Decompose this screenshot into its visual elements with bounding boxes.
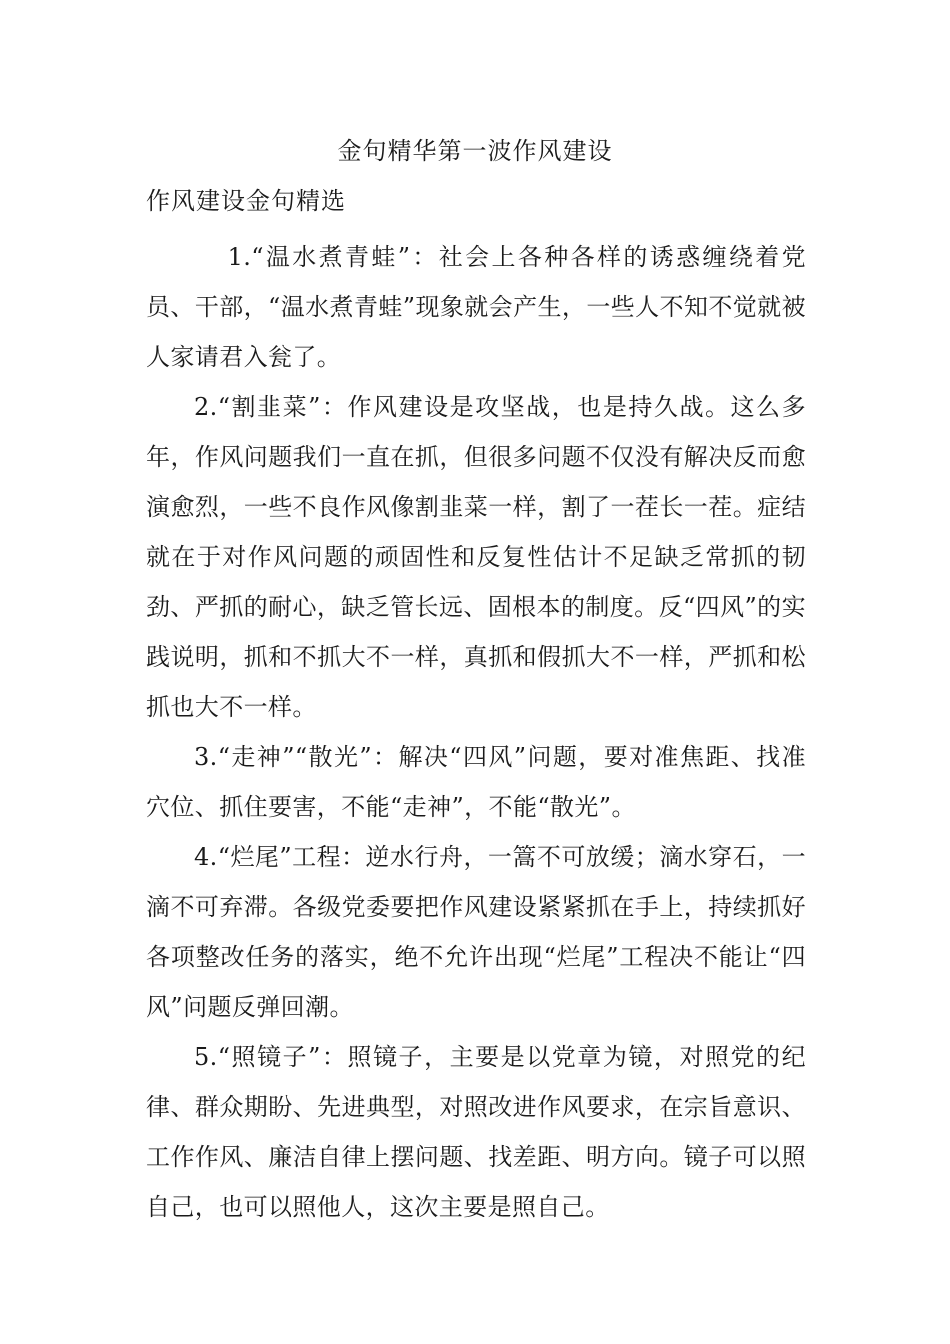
document-subtitle: 作风建设金句精选 — [146, 187, 346, 215]
paragraph-3: 3.“走神”“散光”：解决“四风”问题，要对准焦距、找准穴位、抓住要害，不能“走神”，不能“散光”。 — [146, 743, 806, 821]
document-title: 金句精华第一波作风建设 — [337, 137, 613, 165]
paragraph-4: 4.“烂尾”工程：逆水行舟，一篙不可放缓；滴水穿石，一滴不可弃滞。各级党委要把作风建设紧紧抓在手上，持续抓好各项整改任务的落实，绝不允许出现“烂尾”工程决不能让“四风”问题反弹回潮。 — [146, 843, 806, 1021]
paragraph-5: 5.“照镜子”：照镜子，主要是以党章为镜，对照党的纪律、群众期盼、先进典型，对照改进作风要求，在宗旨意识、工作作风、廉洁自律上摆问题、找差距、明方向。镜子可以照自己，也可以照他人，这次主要是照自己。 — [146, 1043, 806, 1221]
paragraph-1: 1.“温水煮青蛙”：社会上各种各样的诱惑缠绕着党员、干部，“温水煮青蛙”现象就会产生，一些人不知不觉就被人家请君入瓮了。 — [146, 243, 806, 371]
document-body — [146, 232, 806, 1232]
paragraph-2: 2.“割韭菜”：作风建设是攻坚战，也是持久战。这么多年，作风问题我们一直在抓，但很多问题不仅没有解决反而愈演愈烈，一些不良作风像割韭菜一样，割了一茬长一茬。症结就在于对作风问题的顽固性和反复性估计不足缺乏常抓的韧劲、严抓的耐心，缺乏管长远、固根本的制度。反“四风”的实践说明，抓和不抓大不一样，真抓和假抓大不一样，严抓和松抓也大不一样。 — [146, 393, 806, 721]
